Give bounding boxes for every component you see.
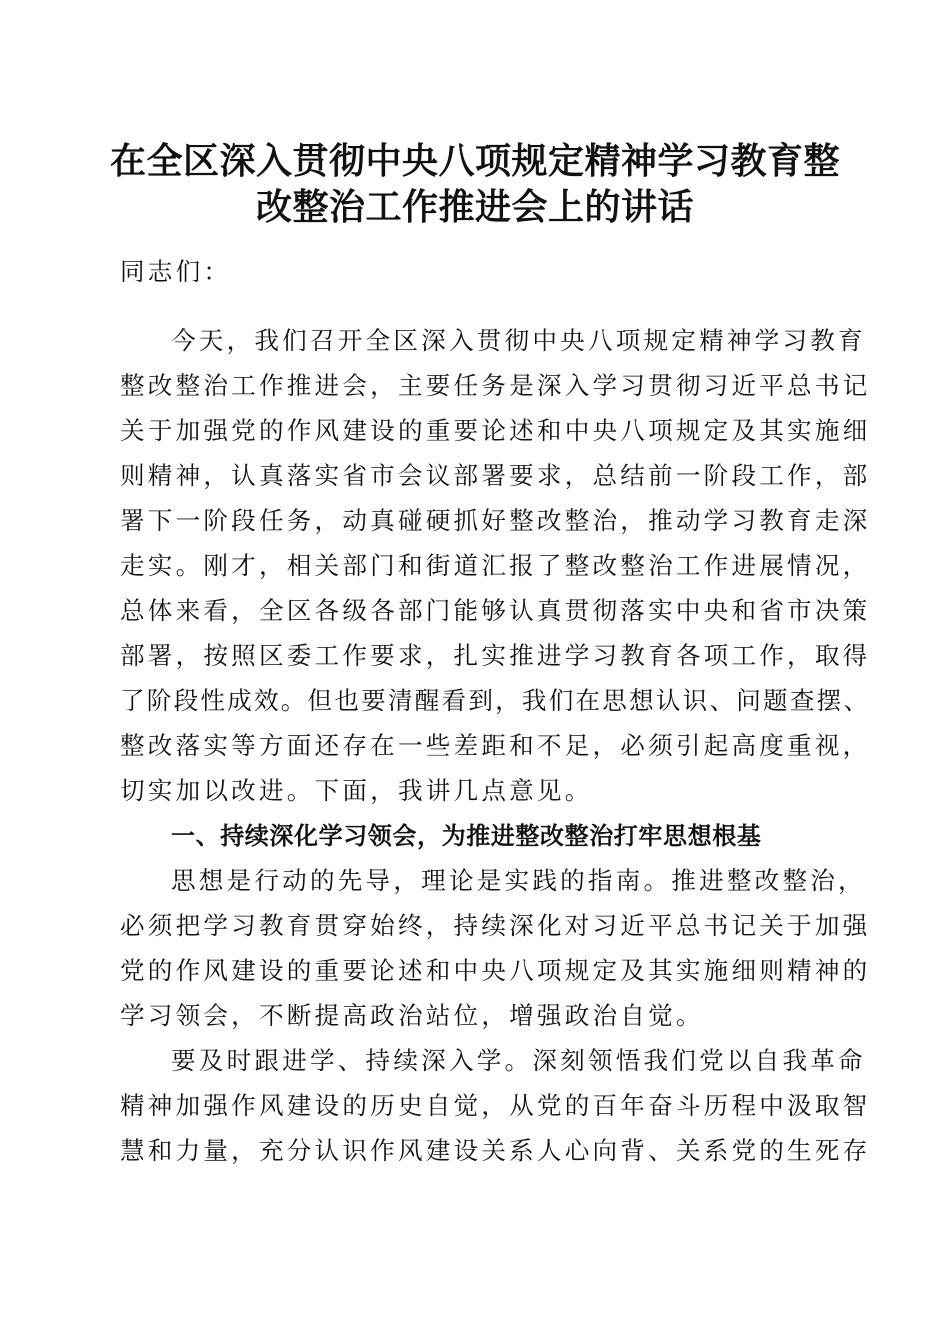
para1-line-3: 关于加强党的作风建设的重要论述和中央八项规定及其实施细 bbox=[120, 416, 871, 445]
salutation: 同志们： bbox=[120, 257, 232, 286]
para1-line-8: 部署，按照区委工作要求，扎实推进学习教育各项工作，取得 bbox=[120, 641, 871, 670]
para2-line-1: 思想是行动的先导，理论是实践的指南。推进整改整治， bbox=[171, 866, 866, 895]
para1-line-4: 则精神，认真落实省市会议部署要求，总结前一阶段工作，部 bbox=[120, 461, 871, 490]
para1-line-9: 了阶段性成效。但也要清醒看到，我们在思想认识、问题查摆、 bbox=[120, 686, 871, 715]
title-line-1: 在全区深入贯彻中央八项规定精神学习教育整 bbox=[109, 140, 840, 182]
para1-line-10: 整改落实等方面还存在一些差距和不足，必须引起高度重视， bbox=[120, 731, 871, 760]
para1-line-5: 署下一阶段任务，动真碰硬抓好整改整治，推动学习教育走深 bbox=[120, 506, 871, 535]
para2-line-4: 学习领会，不断提高政治站位，增强政治自觉。 bbox=[120, 1001, 704, 1030]
section-heading-1: 一、持续深化学习领会，为推进整改整治打牢思想根基 bbox=[171, 822, 762, 850]
para1-line-2: 整改整治工作推进会，主要任务是深入学习贯彻习近平总书记 bbox=[120, 371, 871, 400]
para1-line-11: 切实加以改进。下面，我讲几点意见。 bbox=[120, 776, 593, 805]
para3-line-1: 要及时跟进学、持续深入学。深刻领悟我们党以自我革命 bbox=[171, 1046, 866, 1075]
para1-line-7: 总体来看，全区各级各部门能够认真贯彻落实中央和省市决策 bbox=[120, 596, 871, 625]
para2-line-3: 党的作风建设的重要论述和中央八项规定及其实施细则精神的 bbox=[120, 956, 871, 985]
para2-line-2: 必须把学习教育贯穿始终，持续深化对习近平总书记关于加强 bbox=[120, 911, 871, 940]
title-line-2: 改整治工作推进会上的讲话 bbox=[255, 186, 694, 228]
para1-line-1: 今天，我们召开全区深入贯彻中央八项规定精神学习教育 bbox=[171, 326, 866, 355]
para3-line-3: 慧和力量，充分认识作风建设关系人心向背、关系党的生死存 bbox=[120, 1136, 871, 1165]
para3-line-2: 精神加强作风建设的历史自觉，从党的百年奋斗历程中汲取智 bbox=[120, 1091, 871, 1120]
para1-line-6: 走实。刚才，相关部门和街道汇报了整改整治工作进展情况， bbox=[120, 551, 871, 580]
